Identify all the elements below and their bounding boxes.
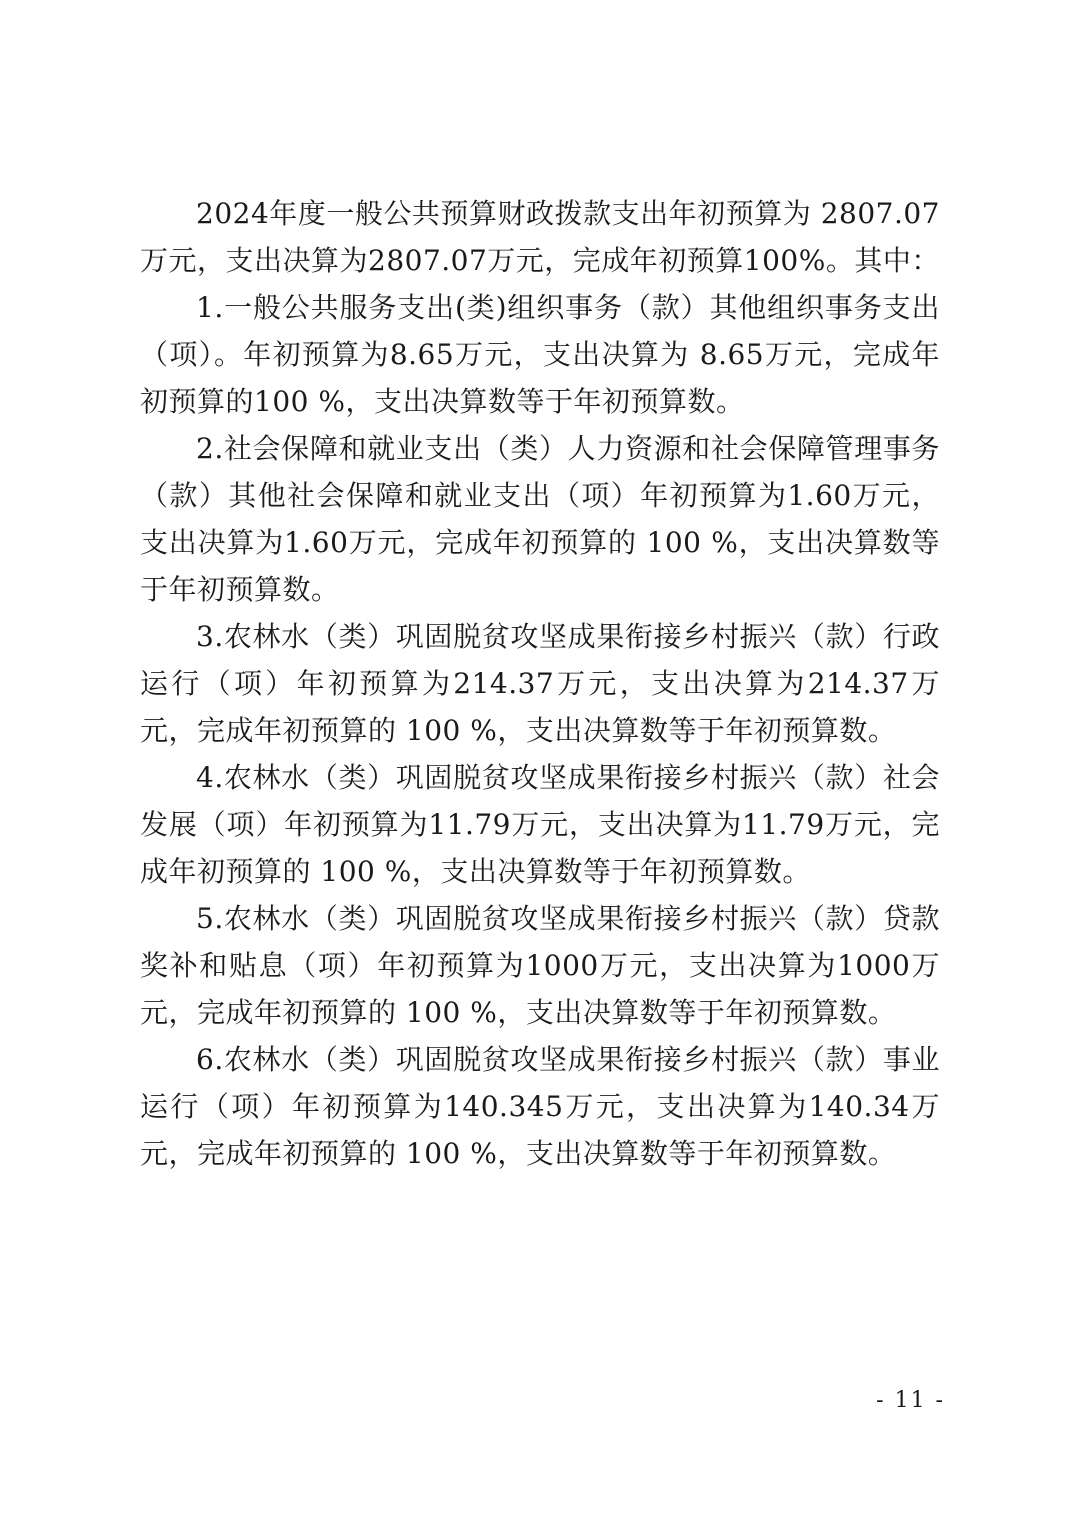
item-6-paragraph: 6.农林水（类）巩固脱贫攻坚成果衔接乡村振兴（款）事业运行（项）年初预算为140.345万元，支出决算为140.34万元，完成年初预算的 100 %，支出决算数等于年初预算数。 xyxy=(140,1043,940,1170)
item-3-paragraph: 3.农林水（类）巩固脱贫攻坚成果衔接乡村振兴（款）行政运行（项）年初预算为214.37万元，支出决算为214.37万元，完成年初预算的 100 %，支出决算数等于年初预算数。 xyxy=(140,620,940,747)
summary-paragraph: 2024年度一般公共预算财政拨款支出年初预算为 2807.07万元，支出决算为2807.07万元，完成年初预算100%。其中： xyxy=(140,197,940,277)
document-body xyxy=(140,190,940,1177)
item-1-paragraph: 1.一般公共服务支出(类)组织事务（款）其他组织事务支出（项）。年初预算为8.65万元，支出决算为 8.65万元，完成年初预算的100 %，支出决算数等于年初预算数。 xyxy=(140,291,940,418)
item-5-paragraph: 5.农林水（类）巩固脱贫攻坚成果衔接乡村振兴（款）贷款奖补和贴息（项）年初预算为1000万元，支出决算为1000万元，完成年初预算的 100 %，支出决算数等于年初预算数。 xyxy=(140,902,940,1029)
item-2-paragraph: 2.社会保障和就业支出（类）人力资源和社会保障管理事务（款）其他社会保障和就业支出（项）年初预算为1.60万元，支出决算为1.60万元，完成年初预算的 100 %，支出决算数等于年初预算数。 xyxy=(140,432,940,606)
page-number: - 11 - xyxy=(876,1388,945,1413)
item-4-paragraph: 4.农林水（类）巩固脱贫攻坚成果衔接乡村振兴（款）社会发展（项）年初预算为11.79万元，支出决算为11.79万元，完成年初预算的 100 %，支出决算数等于年初预算数。 xyxy=(140,761,940,888)
